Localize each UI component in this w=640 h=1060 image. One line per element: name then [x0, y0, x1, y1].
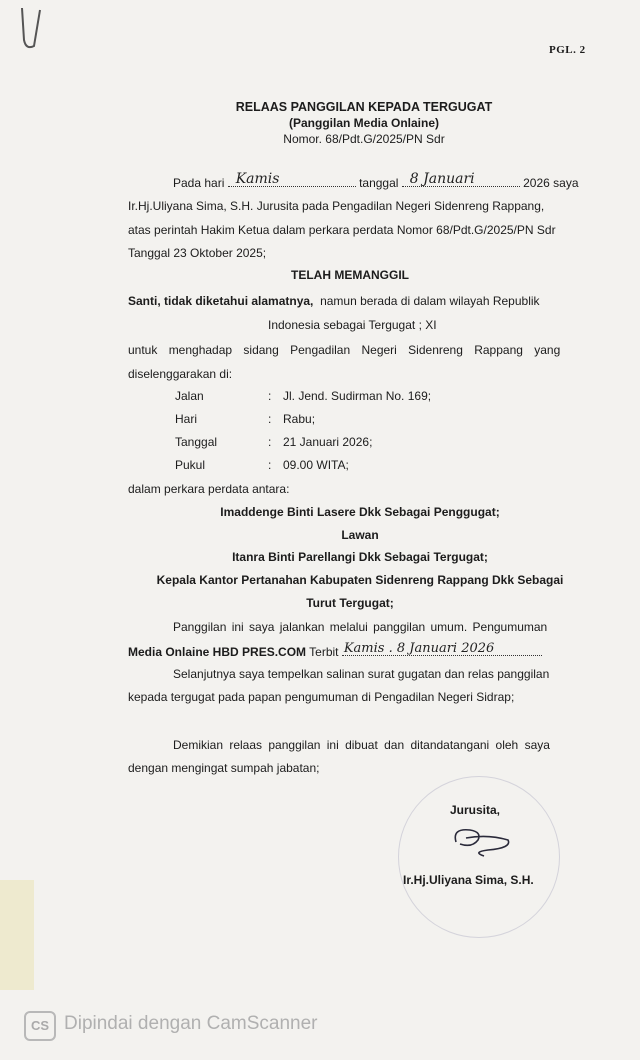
detail-label-pukul: Pukul	[175, 458, 206, 472]
media-name: Media Onlaine HBD PRES.COM	[128, 645, 307, 659]
party-name: Santi, tidak diketahui alamatnya,	[128, 294, 314, 308]
pada-hari-label: Pada hari	[173, 176, 225, 190]
penggugat: Imaddenge Binti Lasere Dkk Sebagai Penggugat;	[220, 505, 500, 519]
panggilan-line-2	[128, 643, 542, 659]
demikian-line-2: dengan mengingat sumpah jabatan;	[128, 761, 320, 775]
menghadap-line-2: diselenggarakan di:	[128, 367, 233, 381]
detail-value-jalan: Jl. Jend. Sudirman No. 169;	[283, 389, 432, 403]
intro-line-3: atas perintah Hakim Ketua dalam perkara perdata Nomor 68/Pdt.G/2025/PN Sdr	[128, 223, 556, 237]
tanggal-handwritten: 8 Januari	[409, 171, 475, 187]
detail-label-tanggal: Tanggal	[175, 435, 218, 449]
tempel-line-1: Selanjutnya saya tempelkan salinan surat gugatan dan relas panggilan	[173, 667, 550, 681]
detail-label-hari: Hari	[175, 412, 198, 426]
page-number: PGL. 2	[549, 44, 586, 56]
signature-name: Ir.Hj.Uliyana Sima, S.H.	[403, 873, 534, 887]
intro-line-2: Ir.Hj.Uliyana Sima, S.H. Jurusita pada Pengadilan Negeri Sidenreng Rappang,	[128, 199, 545, 213]
detail-value-pukul: 09.00 WITA;	[283, 458, 349, 472]
terbit-label: Terbit	[309, 645, 339, 659]
perkara-intro: dalam perkara perdata antara:	[128, 482, 290, 496]
scanner-watermark: Dipindai dengan CamScanner	[64, 1013, 318, 1034]
camscanner-logo-icon: CS	[24, 1011, 56, 1041]
detail-colon: :	[268, 412, 272, 426]
document-subtitle: (Panggilan Media Onlaine)	[288, 116, 440, 130]
scan-edge-mark	[0, 0, 50, 60]
signature-role: Jurusita,	[450, 803, 501, 817]
party-line-1	[128, 294, 540, 308]
detail-colon: :	[268, 435, 272, 449]
party-location: namun berada di dalam wilayah Republik	[320, 294, 540, 308]
tanggal-fill	[402, 171, 520, 187]
year-saya: 2026 saya	[523, 176, 579, 190]
scan-smudge	[0, 880, 34, 990]
panggilan-line-1: Panggilan ini saya jalankan melalui panggilan umum. Pengumuman	[173, 620, 548, 634]
detail-value-tanggal: 21 Januari 2026;	[283, 435, 373, 449]
handwritten-signature	[448, 820, 518, 860]
tempel-line-2: kepada tergugat pada papan pengumuman di Pengadilan Negeri Sidrap;	[128, 690, 515, 704]
turut-tergugat-line-2: Turut Tergugat;	[306, 596, 394, 610]
lawan: Lawan	[341, 528, 379, 542]
menghadap-line-1: untuk menghadap sidang Pengadilan Negeri Sidenreng Rappang yang	[128, 343, 561, 357]
terbit-fill	[342, 643, 542, 656]
tergugat: Itanra Binti Parellangi Dkk Sebagai Tergugat;	[232, 550, 488, 564]
document-number: Nomor. 68/Pdt.G/2025/PN Sdr	[283, 132, 445, 146]
party-line-2: Indonesia sebagai Tergugat ; XI	[268, 318, 437, 332]
hari-handwritten: Kamis	[235, 171, 280, 187]
tanggal-label: tanggal	[359, 176, 399, 190]
detail-colon: :	[268, 389, 272, 403]
demikian-line-1: Demikian relaas panggilan ini dibuat dan ditandatangani oleh saya	[173, 738, 550, 752]
detail-label-jalan: Jalan	[175, 389, 204, 403]
detail-value-hari: Rabu;	[283, 412, 316, 426]
terbit-handwritten: Kamis . 8 Januari 2026	[343, 641, 495, 656]
detail-colon: :	[268, 458, 272, 472]
telah-memanggil: TELAH MEMANGGIL	[291, 268, 409, 282]
hari-fill	[228, 171, 356, 187]
turut-tergugat-line-1: Kepala Kantor Pertanahan Kabupaten Sidenreng Rappang Dkk Sebagai	[156, 573, 564, 587]
intro-line-1	[173, 171, 579, 190]
intro-line-4: Tanggal 23 Oktober 2025;	[128, 246, 267, 260]
document-title: RELAAS PANGGILAN KEPADA TERGUGAT	[235, 100, 493, 114]
